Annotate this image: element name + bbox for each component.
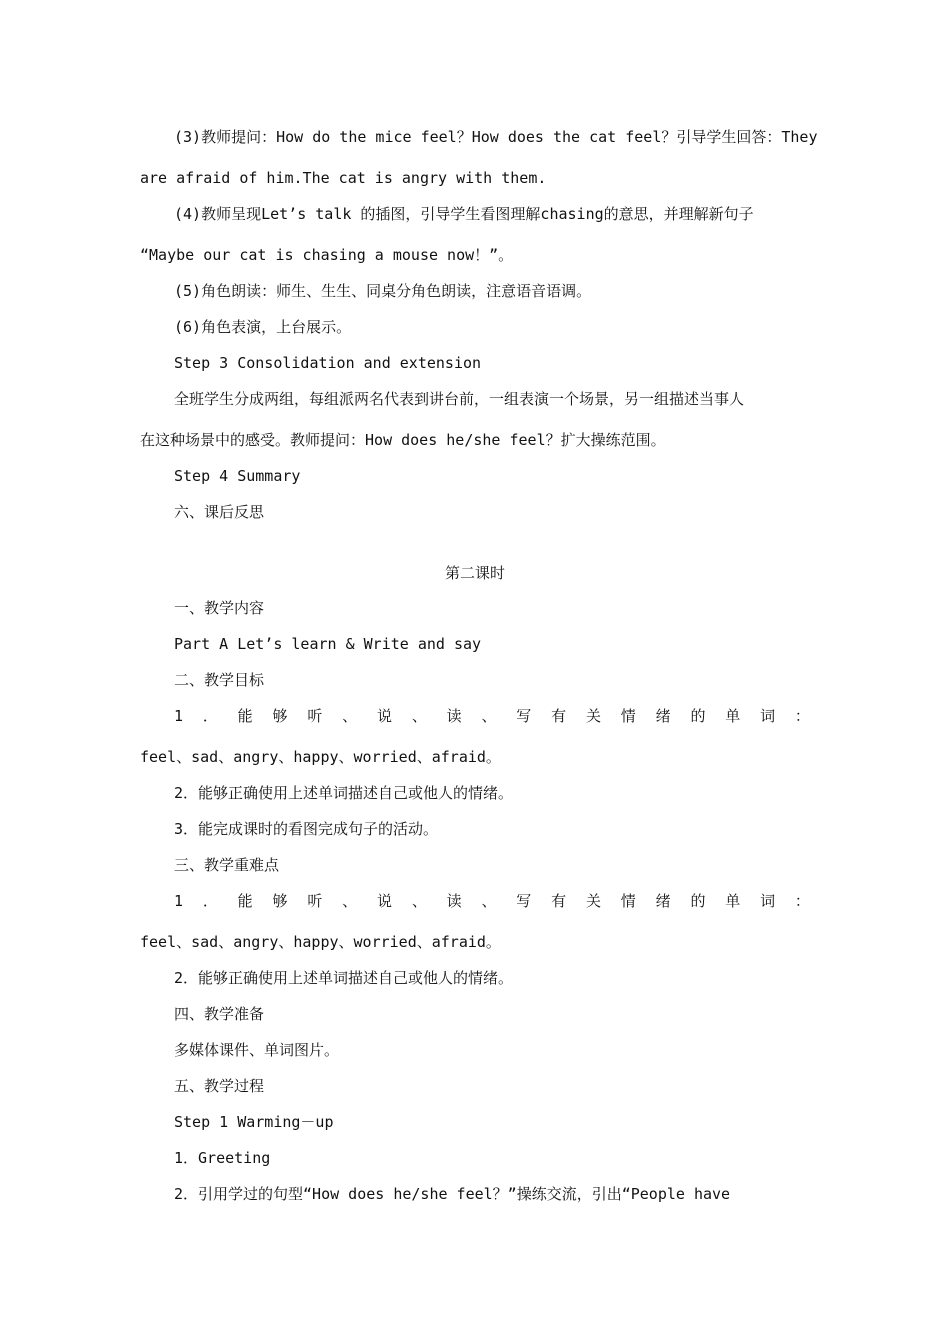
char: 读 — [446, 892, 462, 910]
lesson-title: 第二课时 — [444, 564, 505, 582]
char: 、 — [342, 707, 358, 725]
paragraph-line: are afraid of him.The cat is angry with them. — [140, 169, 547, 187]
paragraph-line: 全班学生分成两组，每组派两名代表到讲台前，一组表演一个场景，另一组描述当事人 — [174, 390, 745, 408]
document-page — [140, 0, 818, 1344]
char: ． — [202, 707, 218, 725]
char: 说 — [376, 892, 392, 910]
section-heading: 二、教学目标 — [174, 671, 265, 689]
char: 、 — [481, 707, 497, 725]
char: 单 — [725, 707, 741, 725]
paragraph-line: 多媒体课件、单词图片。 — [174, 1041, 340, 1059]
paragraph-line: (3)教师提问：How do the mice feel？How does the cat feel？引导学生回答：They — [174, 128, 818, 146]
char: ： — [794, 707, 810, 725]
paragraph-line: 1．Greeting — [174, 1149, 271, 1167]
paragraph-line: (5)角色朗读：师生、生生、同桌分角色朗读，注意语音语调。 — [174, 282, 592, 300]
char: 1 — [174, 892, 184, 910]
char: 写 — [516, 707, 532, 725]
char: 、 — [481, 892, 497, 910]
char: 关 — [585, 892, 601, 910]
char: 写 — [516, 892, 532, 910]
section-heading: 三、教学重难点 — [174, 856, 280, 874]
paragraph-line: 2．能够正确使用上述单词描述自己或他人的情绪。 — [174, 784, 514, 802]
char: 绪 — [655, 892, 671, 910]
char: 情 — [620, 892, 636, 910]
char: 听 — [307, 707, 323, 725]
char: 够 — [272, 892, 288, 910]
char: ． — [202, 892, 218, 910]
char: 、 — [411, 892, 427, 910]
char: 关 — [585, 707, 601, 725]
char: 听 — [307, 892, 323, 910]
section-heading: 一、教学内容 — [174, 599, 265, 617]
char: 情 — [620, 707, 636, 725]
char: 说 — [376, 707, 392, 725]
paragraph-line: feel、sad、angry、happy、worried、afraid。 — [140, 933, 501, 951]
section-heading: 四、教学准备 — [174, 1005, 265, 1023]
char: 有 — [551, 707, 567, 725]
justified-line — [174, 706, 810, 726]
char: 能 — [237, 892, 253, 910]
char: 的 — [690, 892, 706, 910]
char: 词 — [760, 707, 776, 725]
section-heading: 五、教学过程 — [174, 1077, 265, 1095]
char: 能 — [237, 707, 253, 725]
justified-line — [174, 891, 810, 911]
char: 绪 — [655, 707, 671, 725]
char: ： — [794, 892, 810, 910]
paragraph-line: feel、sad、angry、happy、worried、afraid。 — [140, 748, 501, 766]
paragraph-line: 在这种场景中的感受。教师提问：How does he/she feel？扩大操练范围。 — [140, 431, 666, 449]
char: 、 — [342, 892, 358, 910]
char: 的 — [690, 707, 706, 725]
char: 读 — [446, 707, 462, 725]
paragraph-line: (4)教师呈现Let’s talk 的插图，引导学生看图理解chasing的意思，并理解新句子 — [174, 205, 754, 223]
paragraph-line: 3．能完成课时的看图完成句子的活动。 — [174, 820, 439, 838]
char: 单 — [725, 892, 741, 910]
step-heading: Step 1 Warming－up — [174, 1113, 334, 1131]
paragraph-line: Part A Let’s learn & Write and say — [174, 635, 482, 653]
paragraph-line: 2．引用学过的句型“How does he/she feel？”操练交流，引出“People have — [174, 1185, 731, 1203]
section-heading: 六、课后反思 — [174, 503, 265, 521]
paragraph-line: 2．能够正确使用上述单词描述自己或他人的情绪。 — [174, 969, 514, 987]
paragraph-line: “Maybe our cat is chasing a mouse now！”。 — [140, 246, 514, 264]
char: 有 — [551, 892, 567, 910]
paragraph-line: (6)角色表演，上台展示。 — [174, 318, 352, 336]
char: 词 — [760, 892, 776, 910]
step-heading: Step 3 Consolidation and extension — [174, 354, 482, 372]
char: 、 — [411, 707, 427, 725]
char: 1 — [174, 707, 184, 725]
step-heading: Step 4 Summary — [174, 467, 301, 485]
char: 够 — [272, 707, 288, 725]
